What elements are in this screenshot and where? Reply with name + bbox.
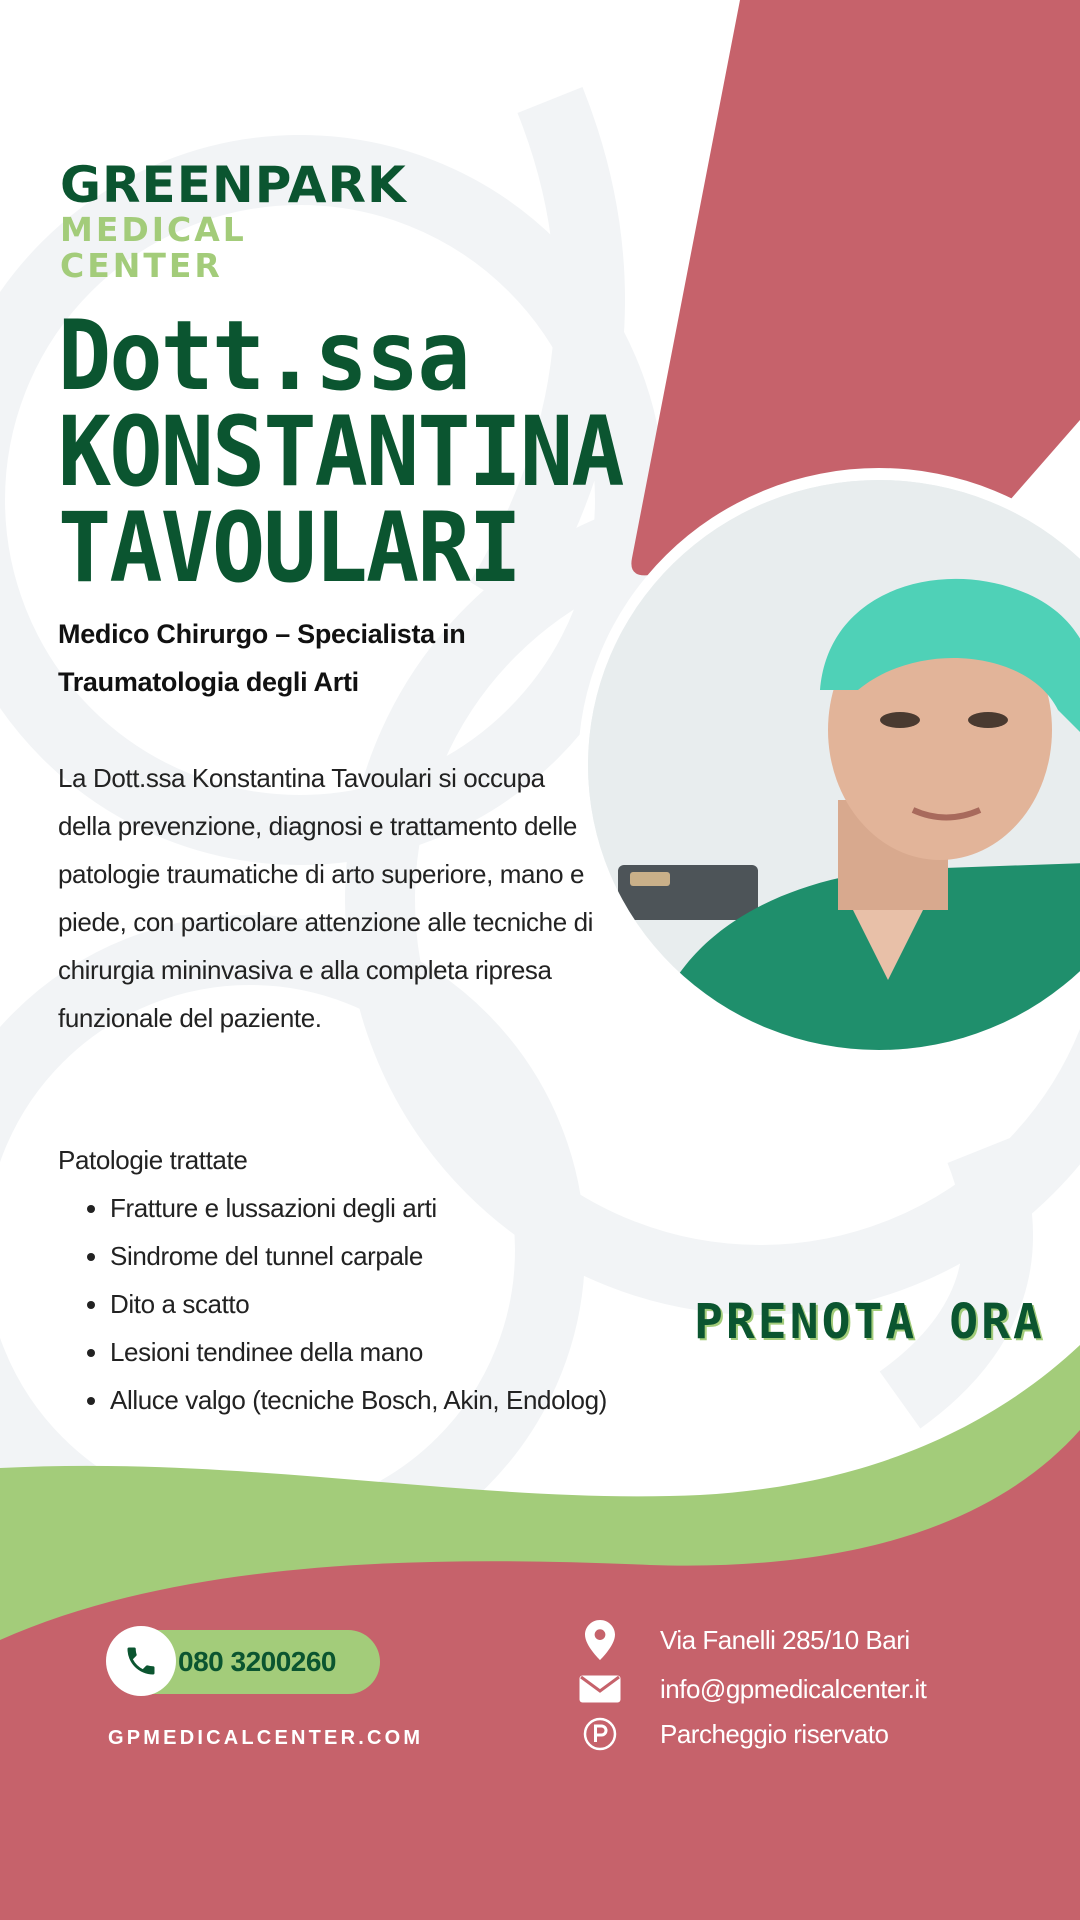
doctor-name-line-1: Dott.ssa	[58, 300, 469, 412]
list-item: • Alluce valgo (tecniche Bosch, Akin, Endolog)	[110, 1376, 630, 1424]
doctor-name-line-3: TAVOULARI	[58, 492, 520, 604]
pathologies-list	[58, 1184, 630, 1424]
logo	[60, 156, 420, 285]
parking-icon	[578, 1714, 622, 1754]
email-text[interactable]: info@gpmedicalcenter.it	[660, 1673, 927, 1704]
doctor-description: La Dott.ssa Konstantina Tavoulari si occupa della prevenzione, diagnosi e trattamento delle patologie traumatiche di arto superiore, mano e piede, con particolare attenzione alle tecniche di chirurgia mininvasiva e alla completa ripresa funzionale del paziente.	[58, 763, 594, 1033]
phone-number[interactable]: 080 3200260	[178, 1646, 337, 1677]
envelope-icon	[578, 1669, 622, 1709]
phone-icon	[106, 1626, 176, 1696]
logo-line-2: MEDICAL CENTER	[60, 210, 247, 285]
website-link[interactable]: GPMEDICALCENTER.COM	[108, 1727, 424, 1749]
doctor-name-line-2: KONSTANTINA	[58, 396, 623, 508]
list-item: • Sindrome del tunnel carpale	[110, 1232, 630, 1280]
logo-line-1: GREENPARK	[60, 156, 407, 214]
location-pin-icon	[578, 1620, 622, 1660]
address-row	[578, 1620, 910, 1660]
list-item: • Dito a scatto	[110, 1280, 630, 1328]
book-now-button[interactable]: PRENOTA ORA	[694, 1294, 1045, 1350]
email-row	[578, 1669, 926, 1709]
list-item: • Lesioni tendinee della mano	[110, 1328, 630, 1376]
doctor-subtitle: Medico Chirurgo – Specialista in Traumatologia degli Arti	[58, 619, 466, 697]
parking-row	[578, 1714, 888, 1754]
address-text: Via Fanelli 285/10 Bari	[660, 1624, 910, 1655]
pathologies-title: Patologie trattate	[58, 1145, 248, 1175]
list-item: • Fratture e lussazioni degli arti	[110, 1184, 630, 1232]
doctor-name	[58, 300, 623, 604]
parking-text: Parcheggio riservato	[660, 1718, 889, 1749]
